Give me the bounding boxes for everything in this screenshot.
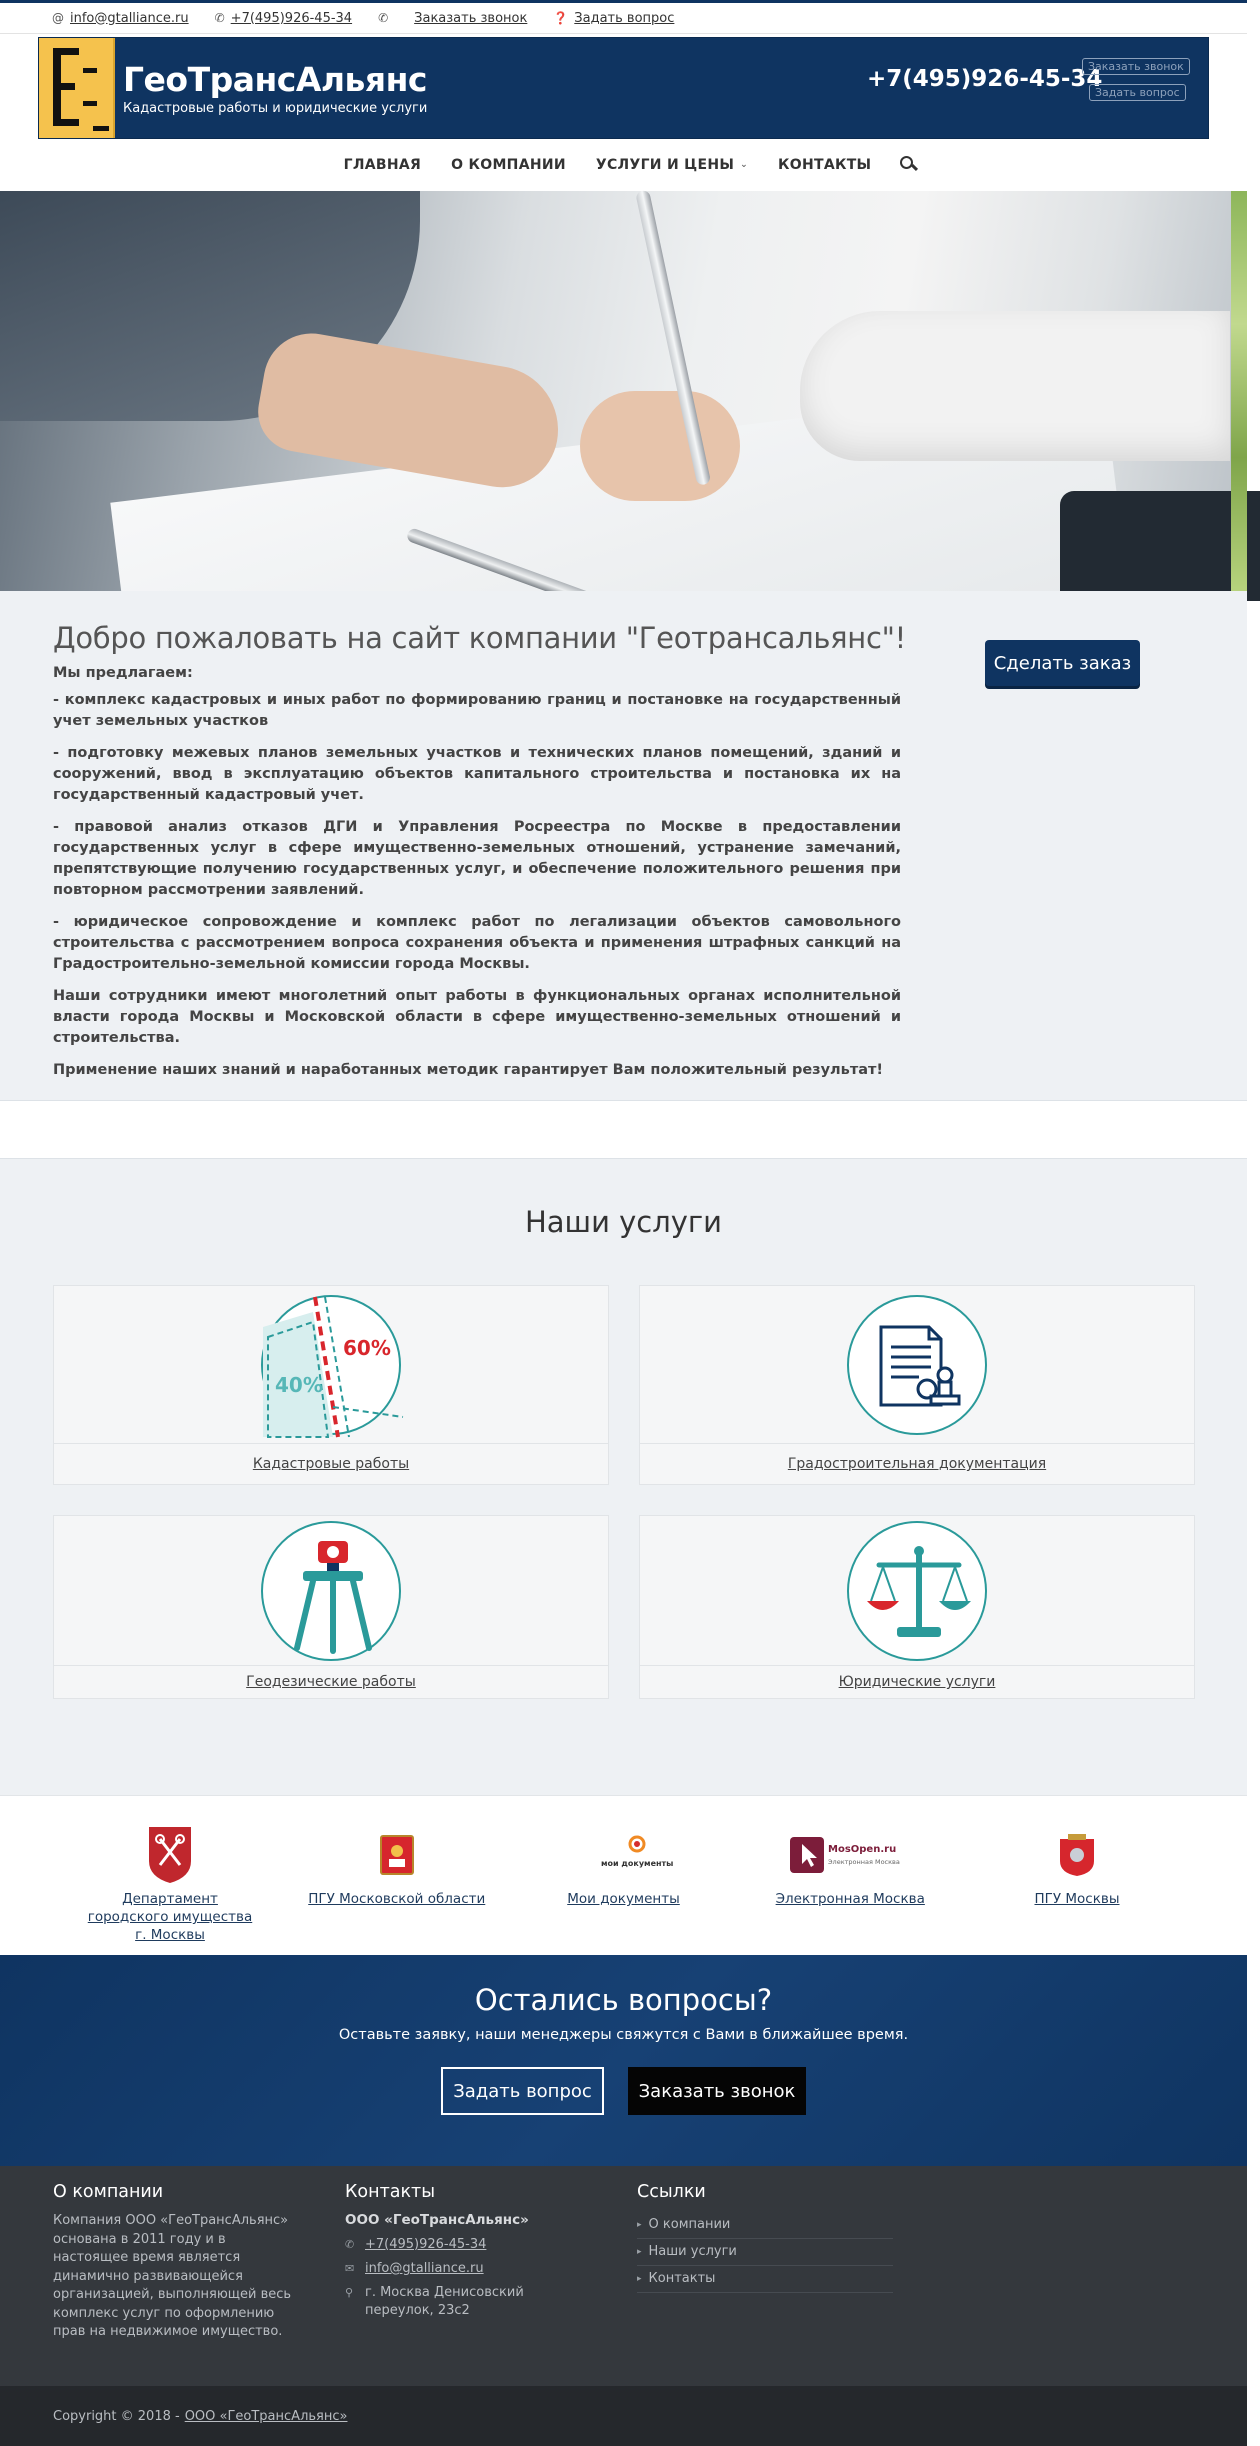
top-bar [0, 0, 1247, 34]
footer-contacts [345, 2182, 637, 2386]
dgi-shield-icon[interactable] [147, 1824, 193, 1886]
partner-dgi[interactable] [60, 1824, 280, 1955]
partner-label[interactable]: Департамент городского имущества г. Москвы [87, 1891, 253, 1943]
brand-tagline: Кадастровые работы и юридические услуги [123, 101, 428, 116]
nav-item-label[interactable]: УСЛУГИ И ЦЕНЫ [595, 157, 735, 173]
chevron-right-icon: ▸ [637, 2273, 642, 2284]
footer-email[interactable] [345, 2260, 637, 2278]
service-card-label[interactable]: Градостроительная документация [787, 1456, 1047, 1472]
phone-icon: ✆ [378, 11, 389, 25]
brand[interactable] [123, 60, 427, 116]
service-card-geodesy[interactable] [53, 1515, 609, 1699]
partner-label[interactable]: ПГУ Москвы [1034, 1891, 1120, 1907]
footer-company-name: ООО «ГеоТрансАльянс» [345, 2212, 529, 2228]
footer-link-label[interactable]: О компании [648, 2217, 731, 2232]
brand-name[interactable]: ГеоТрансАльянс [123, 60, 427, 99]
partner-pgu-mo[interactable] [287, 1824, 507, 1955]
welcome-title: Добро пожаловать на сайт компании "Геотрансальянс"! [53, 621, 906, 655]
header-callback-button[interactable]: Заказать звонок [1082, 58, 1190, 75]
partners-bar [0, 1795, 1247, 1955]
footer-phone-link[interactable]: +7(495)926-45-34 [365, 2237, 487, 2252]
partner-label[interactable]: ПГУ Московской области [308, 1891, 486, 1907]
partner-label[interactable]: Электронная Москва [775, 1891, 925, 1907]
partner-label[interactable]: Мои документы [567, 1891, 680, 1907]
document-stamp-icon [847, 1295, 987, 1435]
service-card-label[interactable]: Геодезические работы [246, 1674, 416, 1690]
service-art[interactable] [640, 1516, 1194, 1666]
search-icon[interactable] [900, 156, 918, 174]
nav-item-label[interactable]: О КОМПАНИИ [451, 157, 566, 173]
theodolite-icon [261, 1521, 401, 1661]
topbar-question-link[interactable]: Задать вопрос [574, 10, 675, 26]
questions-title: Остались вопросы? [474, 1983, 773, 2017]
welcome-paragraph: - правовой анализ отказов ДГИ и Управления Росреестра по Москве в предоставлении государственных услуг в сфере имущественно-земельных отношений, устранение замечаний, препятствующие получению государственных услуг, и обеспечение положительного решения при повторном рассмотрении заявлений. [53, 819, 901, 898]
phone-icon: ✆ [345, 2238, 355, 2251]
topbar-callback-link[interactable]: Заказать звонок [414, 10, 528, 26]
footer-links-title: Ссылки [637, 2182, 706, 2202]
mosopen-icon[interactable] [790, 1824, 910, 1886]
cadastral-pct-left: 40% [275, 1372, 323, 1397]
welcome-paragraph: - юридическое сопровождение и комплекс работ по легализации объектов самовольного строительства с рассмотрением вопроса сохранения объекта и применения штрафных санкций на Градостроительно-земельной комиссии города Москвы. [53, 914, 901, 972]
services-section [0, 1159, 1247, 1795]
service-card-legal[interactable] [639, 1515, 1195, 1699]
service-card-label[interactable]: Кадастровые работы [252, 1456, 410, 1472]
nav-item-services[interactable] [596, 157, 748, 173]
chevron-right-icon: ▸ [637, 2246, 642, 2257]
topbar-callback[interactable] [378, 11, 527, 26]
header-question-button[interactable]: Задать вопрос [1089, 84, 1186, 101]
topbar-question[interactable] [553, 11, 674, 26]
service-art[interactable] [640, 1286, 1194, 1444]
my-documents-logo-text: мои документы [600, 1859, 673, 1868]
copyright-bar [0, 2386, 1247, 2446]
phone-icon: ✆ [214, 11, 225, 25]
cadastral-map-icon [261, 1295, 401, 1435]
footer-about-text: Компания ООО «ГеоТрансАльянс» основана в 2011 году и в настоящее время является динамично развивающейся организацией, выполняющей весь комплекс услуг по оформлению прав на недвижимое имущество. [53, 2213, 292, 2339]
footer-address [345, 2284, 637, 2320]
nav-item-label[interactable]: ГЛАВНАЯ [343, 157, 422, 173]
footer-link-label[interactable]: Наши услуги [648, 2244, 737, 2259]
partner-emoscow[interactable] [740, 1824, 960, 1955]
welcome-paragraph: - подготовку межевых планов земельных участков и технических планов помещений, зданий и сооружений, ввод в эксплуатацию объектов капитального строительства и постановка их на государственный кадастровый учет. [53, 745, 901, 803]
mo-coat-of-arms-icon[interactable] [380, 1824, 414, 1886]
service-card-label[interactable]: Юридические услуги [838, 1674, 996, 1690]
order-button[interactable]: Сделать заказ [985, 640, 1140, 686]
chevron-right-icon: ▸ [637, 2219, 642, 2230]
site-footer [0, 2166, 1247, 2386]
welcome-paragraph: Мы предлагаем: [53, 665, 193, 681]
services-title: Наши услуги [524, 1205, 723, 1239]
at-icon: @ [52, 11, 64, 25]
hero-image [0, 191, 1247, 591]
my-documents-icon[interactable] [599, 1824, 673, 1886]
footer-links [637, 2182, 929, 2386]
footer-address-text: г. Москва Денисовский переулок, 23с2 [365, 2285, 524, 2318]
chevron-down-icon: ⌄ [740, 160, 749, 170]
questions-section [0, 1955, 1247, 2166]
nav-item-label[interactable]: КОНТАКТЫ [778, 157, 872, 173]
header-phone[interactable]: +7(495)926-45-34 [867, 66, 1103, 92]
footer-email-link[interactable]: info@gtalliance.ru [365, 2261, 484, 2276]
scales-icon [847, 1521, 987, 1661]
service-card-urban[interactable] [639, 1285, 1195, 1485]
questions-subtitle: Оставьте заявку, наши менеджеры свяжутся с Вами в ближайшее время. [338, 2027, 909, 2043]
footer-link-label[interactable]: Контакты [648, 2271, 716, 2286]
footer-link-contacts[interactable] [637, 2266, 893, 2293]
moscow-coat-of-arms-icon[interactable] [1058, 1824, 1096, 1886]
welcome-paragraph: Наши сотрудники имеют многолетний опыт работы в функциональных органах исполнительной власти города Москвы и Московской области в сфере имущественно-земельных отношений и строительства. [53, 988, 901, 1046]
main-nav [0, 139, 1247, 191]
footer-link-services[interactable] [637, 2239, 893, 2266]
welcome-paragraph: - комплекс кадастровых и иных работ по формированию границ и постановке на государственный учет земельных участков [53, 692, 901, 729]
welcome-paragraph: Применение наших знаний и наработанных методик гарантирует Вам положительный результат! [53, 1062, 884, 1078]
topbar-email-link[interactable]: info@gtalliance.ru [70, 10, 189, 26]
topbar-phone[interactable] [215, 11, 352, 26]
services-grid [53, 1285, 1194, 1699]
footer-phone[interactable] [345, 2236, 637, 2254]
service-art[interactable] [54, 1286, 608, 1444]
topbar-phone-link[interactable]: +7(495)926-45-34 [230, 10, 353, 26]
questions-buttons [0, 2067, 1247, 2115]
welcome-text [53, 663, 901, 1081]
topbar-email[interactable] [52, 11, 189, 26]
nav-item-contacts[interactable] [778, 157, 871, 173]
copyright-company-link[interactable]: ООО «ГеоТрансАльянс» [184, 2408, 348, 2424]
request-callback-button[interactable]: Заказать звонок [628, 2067, 806, 2115]
ask-question-button[interactable]: Задать вопрос [441, 2067, 604, 2115]
footer-links-list [637, 2212, 929, 2293]
mosopen-logo-sub: Электронная Москва [828, 1858, 901, 1866]
site-header [38, 37, 1209, 139]
question-circle-icon: ❓ [553, 11, 569, 25]
logo-icon[interactable] [39, 38, 115, 138]
envelope-icon: ✉ [345, 2262, 355, 2275]
footer-about-title: О компании [53, 2182, 164, 2202]
footer-contacts-title: Контакты [345, 2182, 436, 2202]
mosopen-logo-text: MosOpen.ru [828, 1844, 897, 1855]
service-art[interactable] [54, 1516, 608, 1666]
nav-item-about[interactable] [451, 157, 566, 173]
section-spacer [0, 1101, 1247, 1159]
cadastral-pct-right: 60% [343, 1335, 391, 1360]
service-card-cadastral[interactable] [53, 1285, 609, 1485]
nav-item-home[interactable] [344, 157, 422, 173]
welcome-section [0, 591, 1247, 1101]
partner-pgu-moscow[interactable] [967, 1824, 1187, 1955]
copyright-text: Copyright © 2018 - [53, 2408, 180, 2424]
footer-about [53, 2182, 345, 2386]
footer-link-about[interactable] [637, 2212, 893, 2239]
map-marker-icon: ⚲ [345, 2286, 354, 2299]
partner-my-documents[interactable] [514, 1824, 734, 1955]
